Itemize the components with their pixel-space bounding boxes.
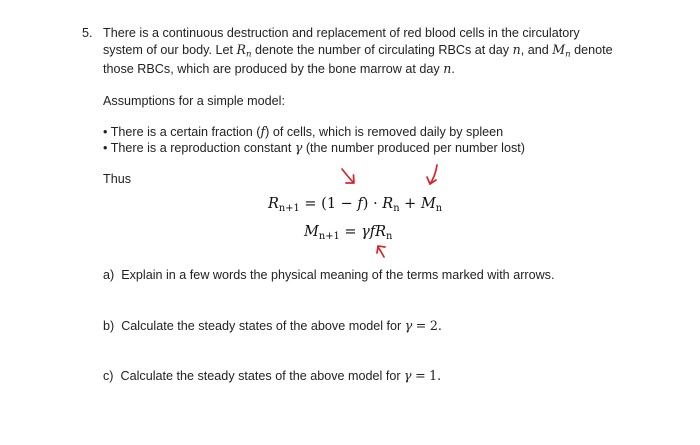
bullet-item-spleen: • There is a certain fraction (f) of cells, which is removed daily by spleen	[103, 124, 504, 139]
question-c: c) Calculate the steady states of the above model for γ = 1.	[103, 368, 442, 383]
assumptions-heading: Assumptions for a simple model:	[103, 94, 285, 108]
intro-line-3: those RBCs, which are produced by the bone marrow at day n.	[103, 61, 455, 76]
bullet-item-reproduction: • There is a reproduction constant γ (the number produced per number lost)	[103, 140, 525, 155]
arrow-up-left-icon	[373, 242, 391, 260]
bullet-icon: •	[103, 141, 108, 155]
intro-line-2: system of our body. Let $R_n$ denote the number of circulating RBCs at day n, and $M_n$ denote	[103, 42, 613, 60]
question-b: b) Calculate the steady states of the above model for γ = 2.	[103, 318, 442, 333]
problem-number: 5.	[82, 26, 93, 40]
equation-m-recurrence: $M_{n+1} = \gamma fR_n$	[304, 224, 393, 242]
var-R-n: $R_n$	[236, 42, 252, 60]
bullet-icon: •	[103, 125, 108, 139]
thus-label: Thus	[103, 172, 131, 186]
question-a: a) Explain in a few words the physical meaning of the terms marked with arrows.	[103, 268, 555, 282]
arrow-down-right-icon	[339, 166, 359, 188]
equation-r-recurrence: $R_{n+1} = (1 - f) \cdot R_n + M_n$	[268, 196, 443, 214]
arrow-down-left-icon	[424, 163, 442, 189]
intro-line-1: There is a continuous destruction and replacement of red blood cells in the circulatory	[103, 26, 580, 40]
var-M-n: $M_n$	[552, 42, 571, 60]
